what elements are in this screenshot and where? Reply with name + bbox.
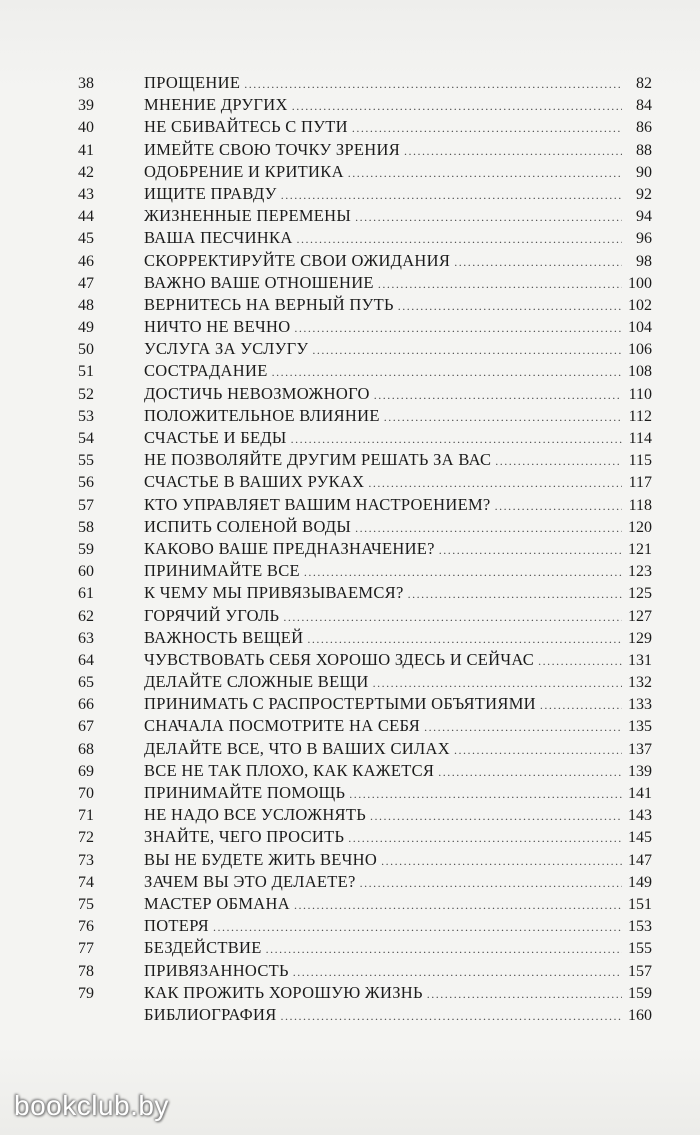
- page-number: 131: [628, 651, 652, 669]
- dot-leader: [424, 716, 622, 738]
- toc-entry: [78, 250, 652, 272]
- chapter-number: 74: [78, 873, 94, 891]
- toc-entry: [78, 494, 652, 516]
- chapter-title: ЗАЧЕМ ВЫ ЭТО ДЕЛАЕТЕ?: [144, 871, 356, 891]
- dot-leader: [348, 162, 622, 184]
- toc-entry: [78, 183, 652, 205]
- chapter-title: СОСТРАДАНИЕ: [144, 361, 268, 381]
- toc-entry: [78, 471, 652, 493]
- dot-leader: [348, 827, 622, 849]
- page-number: 157: [628, 962, 652, 980]
- chapter-title: КАКОВО ВАШЕ ПРЕДНАЗНАЧЕНИЕ?: [144, 538, 435, 558]
- table-of-contents: [78, 72, 652, 1026]
- site-watermark: bookclub.by: [14, 1090, 169, 1121]
- chapter-title: НЕ ПОЗВОЛЯЙТЕ ДРУГИМ РЕШАТЬ ЗА ВАС: [144, 450, 492, 470]
- page-number: 145: [628, 829, 652, 847]
- dot-leader: [438, 761, 622, 783]
- chapter-title: ВЕРНИТЕСЬ НА ВЕРНЫЙ ПУТЬ: [144, 294, 394, 314]
- dot-leader: [378, 273, 622, 295]
- chapter-number: 51: [78, 363, 94, 381]
- dot-leader: [292, 95, 622, 117]
- dot-leader: [408, 583, 622, 605]
- page-number: 149: [628, 873, 652, 891]
- chapter-number: 65: [78, 674, 94, 692]
- chapter-number: 64: [78, 651, 94, 669]
- toc-entry: [78, 383, 652, 405]
- chapter-title: ДЕЛАЙТЕ ВСЕ, ЧТО В ВАШИХ СИЛАХ: [144, 738, 450, 758]
- page-number: 155: [628, 940, 652, 958]
- chapter-number: 62: [78, 607, 94, 625]
- page-number: 137: [628, 740, 652, 758]
- toc-entry: [78, 582, 652, 604]
- chapter-title: ПРИНИМАТЬ С РАСПРОСТЕРТЫМИ ОБЪЯТИЯМИ: [144, 694, 536, 714]
- page-number: 88: [636, 141, 652, 159]
- dot-leader: [381, 850, 622, 872]
- page-number: 92: [636, 185, 652, 203]
- dot-leader: [398, 295, 622, 317]
- dot-leader: [244, 73, 622, 95]
- chapter-number: 63: [78, 629, 94, 647]
- chapter-number: 79: [78, 984, 94, 1002]
- page-number: 143: [628, 807, 652, 825]
- chapter-number: 58: [78, 518, 94, 536]
- toc-entry: [78, 72, 652, 94]
- toc-entry: [78, 516, 652, 538]
- page-number: 115: [628, 452, 652, 470]
- page-number: 82: [636, 75, 652, 92]
- page-number: 108: [628, 363, 652, 381]
- chapter-number: 78: [78, 962, 94, 980]
- page-number: 84: [636, 97, 652, 115]
- dot-leader: [272, 361, 622, 383]
- toc-entry: [78, 427, 652, 449]
- chapter-number: 73: [78, 851, 94, 869]
- chapter-number: 69: [78, 762, 94, 780]
- dot-leader: [495, 450, 622, 472]
- chapter-title: ОДОБРЕНИЕ И КРИТИКА: [144, 161, 344, 181]
- chapter-number: 70: [78, 785, 94, 802]
- chapter-title: ВАЖНО ВАШЕ ОТНОШЕНИЕ: [144, 272, 374, 292]
- chapter-title: БИБЛИОГРАФИЯ: [144, 1004, 277, 1024]
- toc-entry: [78, 405, 652, 427]
- page-number: 86: [636, 119, 652, 137]
- page-number: 133: [628, 696, 652, 714]
- dot-leader: [384, 406, 622, 428]
- chapter-title: ВАША ПЕСЧИНКА: [144, 228, 293, 248]
- chapter-title: УСЛУГА ЗА УСЛУГУ: [144, 339, 309, 359]
- chapter-number: 43: [78, 185, 94, 203]
- toc-entry: [78, 161, 652, 183]
- dot-leader: [454, 251, 622, 273]
- chapter-title: ЧУВСТВОВАТЬ СЕБЯ ХОРОШО ЗДЕСЬ И СЕЙЧАС: [144, 649, 535, 669]
- chapter-title: К ЧЕМУ МЫ ПРИВЯЗЫВАЕМСЯ?: [144, 583, 404, 603]
- toc-entry: [78, 738, 652, 760]
- dot-leader: [213, 916, 622, 938]
- dot-leader: [281, 184, 622, 206]
- chapter-number: 42: [78, 163, 94, 181]
- chapter-title: ПРОЩЕНИЕ: [144, 73, 241, 92]
- dot-leader: [266, 938, 622, 960]
- chapter-title: КАК ПРОЖИТЬ ХОРОШУЮ ЖИЗНЬ: [144, 982, 423, 1002]
- toc-entry: [78, 804, 652, 826]
- toc-entry: [78, 693, 652, 715]
- chapter-title: СНАЧАЛА ПОСМОТРИТЕ НА СЕБЯ: [144, 716, 421, 736]
- page-number: 132: [628, 674, 652, 692]
- dot-leader: [373, 672, 622, 694]
- dot-leader: [291, 428, 622, 450]
- page-number: 121: [628, 540, 652, 558]
- chapter-number: 61: [78, 585, 94, 603]
- chapter-title: БЕЗДЕЙСТВИЕ: [144, 938, 262, 958]
- chapter-number: 75: [78, 895, 94, 913]
- toc-entry: [78, 94, 652, 116]
- chapter-title: НЕ НАДО ВСЕ УСЛОЖНЯТЬ: [144, 805, 366, 825]
- toc-entry: [78, 605, 652, 627]
- chapter-title: ДЕЛАЙТЕ СЛОЖНЫЕ ВЕЩИ: [144, 672, 369, 692]
- chapter-number: 45: [78, 230, 94, 248]
- page-number: 135: [628, 718, 652, 736]
- toc-entry: [78, 871, 652, 893]
- toc-entry: [78, 649, 652, 671]
- dot-leader: [495, 495, 622, 517]
- page-number: 104: [628, 319, 652, 337]
- chapter-number: 76: [78, 918, 94, 936]
- toc-entry: [78, 849, 652, 871]
- toc-entry: [78, 982, 652, 1004]
- toc-entry: [78, 782, 652, 804]
- chapter-title: ВСЕ НЕ ТАК ПЛОХО, КАК КАЖЕТСЯ: [144, 760, 435, 780]
- dot-leader: [355, 517, 622, 539]
- page-number: 90: [636, 163, 652, 181]
- toc-entry: [78, 139, 652, 161]
- page-number: 94: [636, 208, 652, 226]
- chapter-title: ДОСТИЧЬ НЕВОЗМОЖНОГО: [144, 383, 370, 403]
- page-number: 112: [628, 407, 652, 425]
- toc-entry: [78, 316, 652, 338]
- page-number: 117: [628, 474, 652, 492]
- chapter-number: 41: [78, 141, 94, 159]
- page-number: 159: [628, 984, 652, 1002]
- toc-entry: [78, 116, 652, 138]
- toc-entry: [78, 893, 652, 915]
- chapter-number: 53: [78, 407, 94, 425]
- dot-leader: [368, 472, 622, 494]
- page-number: 98: [636, 252, 652, 270]
- chapter-title: СЧАСТЬЕ В ВАШИХ РУКАХ: [144, 472, 365, 492]
- page-number: 141: [628, 785, 652, 802]
- dot-leader: [312, 339, 622, 361]
- toc-entry: [78, 449, 652, 471]
- chapter-number: 46: [78, 252, 94, 270]
- toc-entry: [78, 960, 652, 982]
- dot-leader: [294, 894, 622, 916]
- chapter-title: ИСПИТЬ СОЛЕНОЙ ВОДЫ: [144, 516, 352, 536]
- page-number: 102: [628, 296, 652, 314]
- toc-entry: [78, 272, 652, 294]
- toc-entry: [78, 671, 652, 693]
- chapter-title: ПОЛОЖИТЕЛЬНОЕ ВЛИЯНИЕ: [144, 405, 380, 425]
- toc-entry: [78, 560, 652, 582]
- chapter-number: 50: [78, 341, 94, 359]
- page-number: 153: [628, 918, 652, 936]
- page-number: 114: [628, 430, 652, 447]
- dot-leader: [374, 384, 622, 406]
- chapter-number: 40: [78, 119, 94, 137]
- dot-leader: [283, 606, 622, 628]
- toc-entry: [78, 538, 652, 560]
- chapter-number: 71: [78, 807, 94, 825]
- toc-entry: [78, 937, 652, 959]
- chapter-number: 66: [78, 696, 94, 714]
- dot-leader: [427, 983, 622, 1005]
- chapter-title: ЗНАЙТЕ, ЧЕГО ПРОСИТЬ: [144, 827, 345, 847]
- page-number: 160: [628, 1006, 652, 1024]
- chapter-title: МНЕНИЕ ДРУГИХ: [144, 95, 288, 115]
- toc-entry: [78, 1004, 652, 1026]
- page-number: 120: [628, 518, 652, 536]
- chapter-title: ВАЖНОСТЬ ВЕЩЕЙ: [144, 627, 304, 647]
- page-number: 147: [628, 851, 652, 869]
- page-number: 123: [628, 563, 652, 581]
- chapter-title: ПРИНИМАЙТЕ ВСЕ: [144, 561, 300, 581]
- chapter-number: 77: [78, 940, 94, 958]
- toc-entry: [78, 360, 652, 382]
- page-number: 129: [628, 629, 652, 647]
- chapter-title: ЖИЗНЕННЫЕ ПЕРЕМЕНЫ: [144, 206, 352, 226]
- chapter-number: 72: [78, 829, 94, 847]
- chapter-number: 60: [78, 563, 94, 581]
- chapter-number: 52: [78, 385, 94, 403]
- toc-entry: [78, 227, 652, 249]
- chapter-title: СКОРРЕКТИРУЙТЕ СВОИ ОЖИДАНИЯ: [144, 250, 451, 270]
- dot-leader: [360, 872, 622, 894]
- dot-leader: [352, 117, 622, 139]
- page-number: 151: [628, 895, 652, 913]
- dot-leader: [304, 561, 622, 583]
- dot-leader: [370, 805, 622, 827]
- chapter-number: 47: [78, 274, 94, 292]
- dot-leader: [355, 206, 622, 228]
- chapter-number: 48: [78, 296, 94, 314]
- page-number: 106: [628, 341, 652, 359]
- page-number: 110: [628, 385, 652, 403]
- toc-entry: [78, 826, 652, 848]
- dot-leader: [439, 539, 622, 561]
- chapter-title: МАСТЕР ОБМАНА: [144, 893, 290, 913]
- toc-entry: [78, 715, 652, 737]
- chapter-title: СЧАСТЬЕ И БЕДЫ: [144, 428, 287, 447]
- dot-leader: [540, 694, 622, 716]
- chapter-number: 55: [78, 452, 94, 470]
- chapter-number: 57: [78, 496, 94, 514]
- chapter-number: 54: [78, 430, 94, 447]
- chapter-title: НИЧТО НЕ ВЕЧНО: [144, 317, 291, 337]
- toc-entry: [78, 294, 652, 316]
- page-number: 139: [628, 762, 652, 780]
- chapter-title: ПРИНИМАЙТЕ ПОМОЩЬ: [144, 783, 346, 802]
- dot-leader: [404, 140, 622, 162]
- dot-leader: [538, 650, 622, 672]
- dot-leader: [297, 228, 622, 250]
- chapter-number: 44: [78, 208, 94, 226]
- chapter-number: 59: [78, 540, 94, 558]
- dot-leader: [293, 961, 622, 983]
- chapter-title: ИЩИТЕ ПРАВДУ: [144, 183, 277, 203]
- chapter-title: ГОРЯЧИЙ УГОЛЬ: [144, 605, 280, 625]
- page-number: 127: [628, 607, 652, 625]
- page-number: 125: [628, 585, 652, 603]
- toc-entry: [78, 205, 652, 227]
- dot-leader: [281, 1005, 622, 1027]
- toc-entry: [78, 338, 652, 360]
- dot-leader: [294, 317, 622, 339]
- chapter-number: 49: [78, 319, 94, 337]
- dot-leader: [307, 628, 622, 650]
- dot-leader: [454, 739, 622, 761]
- chapter-title: ВЫ НЕ БУДЕТЕ ЖИТЬ ВЕЧНО: [144, 849, 378, 869]
- chapter-number: 56: [78, 474, 94, 492]
- page-number: 100: [628, 274, 652, 292]
- chapter-title: КТО УПРАВЛЯЕТ ВАШИМ НАСТРОЕНИЕМ?: [144, 494, 491, 514]
- chapter-title: ИМЕЙТЕ СВОЮ ТОЧКУ ЗРЕНИЯ: [144, 139, 401, 159]
- chapter-title: ПРИВЯЗАННОСТЬ: [144, 960, 289, 980]
- toc-entry: [78, 915, 652, 937]
- dot-leader: [349, 783, 622, 805]
- chapter-number: 68: [78, 740, 94, 758]
- chapter-title: НЕ СБИВАЙТЕСЬ С ПУТИ: [144, 117, 348, 137]
- page-number: 118: [628, 496, 652, 514]
- chapter-number: 67: [78, 718, 94, 736]
- toc-entry: [78, 627, 652, 649]
- page-number: 96: [636, 230, 652, 248]
- chapter-number: 39: [78, 97, 94, 115]
- chapter-number: 38: [78, 75, 94, 92]
- toc-entry: [78, 760, 652, 782]
- chapter-title: ПОТЕРЯ: [144, 916, 209, 936]
